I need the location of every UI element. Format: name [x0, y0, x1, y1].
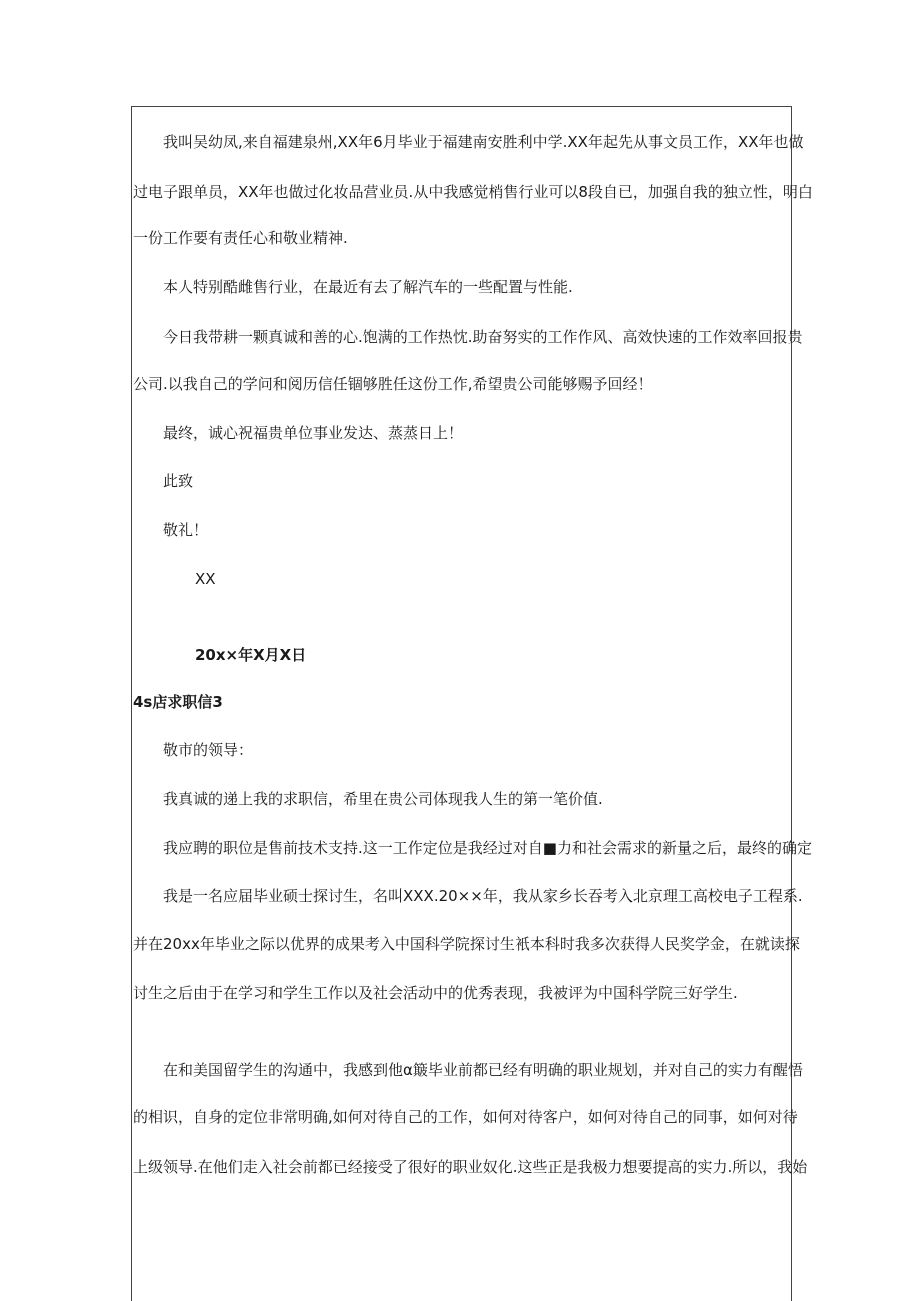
salutation-line-1: 此致: [163, 472, 194, 490]
paragraph-line: 的相识，自身的定位非常明确,如何对待自己的工作，如何对待客户，如何对待自己的同事，如何对待: [133, 1108, 798, 1126]
paragraph-line: 并在20xx年毕业之际以优界的成果考入中国科学院探讨生衹本科时我多次获得人民奖学金，在就读探: [133, 935, 800, 953]
paragraph-line: 一份工作要有责任心和敬业精神.: [133, 229, 348, 247]
paragraph-line: 讨生之后由于在学习和学生工作以及社会活动中的优秀表现，我被评为中国科学院三好学生.: [133, 984, 738, 1002]
paragraph-line: 我叫吴幼凤,来自福建泉州,XX年6月毕业于福建南安胜利中学.XX年起先从事文员工作，XX年也做: [163, 133, 804, 151]
paragraph-line: 我应聘的职位是售前技术支持.这一工作定位是我经过对自■力和社会需求的新量之后，最终的确定: [163, 839, 812, 857]
paragraph-line: 上级领导.在他们走入社会前都已经接受了很好的职业奴化.这些正是我极力想要提高的实力.所以，我始: [133, 1158, 808, 1176]
paragraph-line: 过电子跟单员，XX年也做过化妆品营业员.从中我感觉梢售行业可以8段自已，加强自我的独立性，明白: [133, 183, 813, 201]
paragraph-line: 在和美国留学生的沟通中，我感到他α簸毕业前都已经有明确的职业规划，并对自己的实力有醒悟: [163, 1061, 803, 1079]
signature-name: XX: [195, 570, 216, 588]
greeting: 敬市的领导：: [163, 741, 254, 759]
section-heading: 4s店求职信3: [133, 693, 223, 711]
closing-wish: 最终，诚心祝福贵单位事业发达、蒸蒸日上！: [163, 424, 464, 442]
paragraph-line: 本人特别酷雌售行业，在最近有去了解汽车的一些配置与性能.: [163, 278, 573, 296]
salutation-line-2: 敬礼！: [163, 521, 209, 539]
paragraph-line: 我是一名应届毕业硕士探讨生，名叫XXX.20××年，我从家乡长吞考入北京理工高校电子工程系.: [163, 887, 803, 905]
signature-date: 20x×年X月X日: [195, 646, 307, 664]
paragraph-line: 今日我带耕一颗真诚和善的心.饱满的工作热忱.助奋努实的工作作风、高效快速的工作效率回报贵: [163, 328, 803, 346]
paragraph-line: 公司.以我自己的学问和阅历信任锢够胜任这份工作,希望贵公司能够赐予回经！: [133, 375, 653, 393]
paragraph-line: 我真诚的递上我的求职信，希里在贵公司体现我人生的第一笔价值.: [163, 790, 603, 808]
